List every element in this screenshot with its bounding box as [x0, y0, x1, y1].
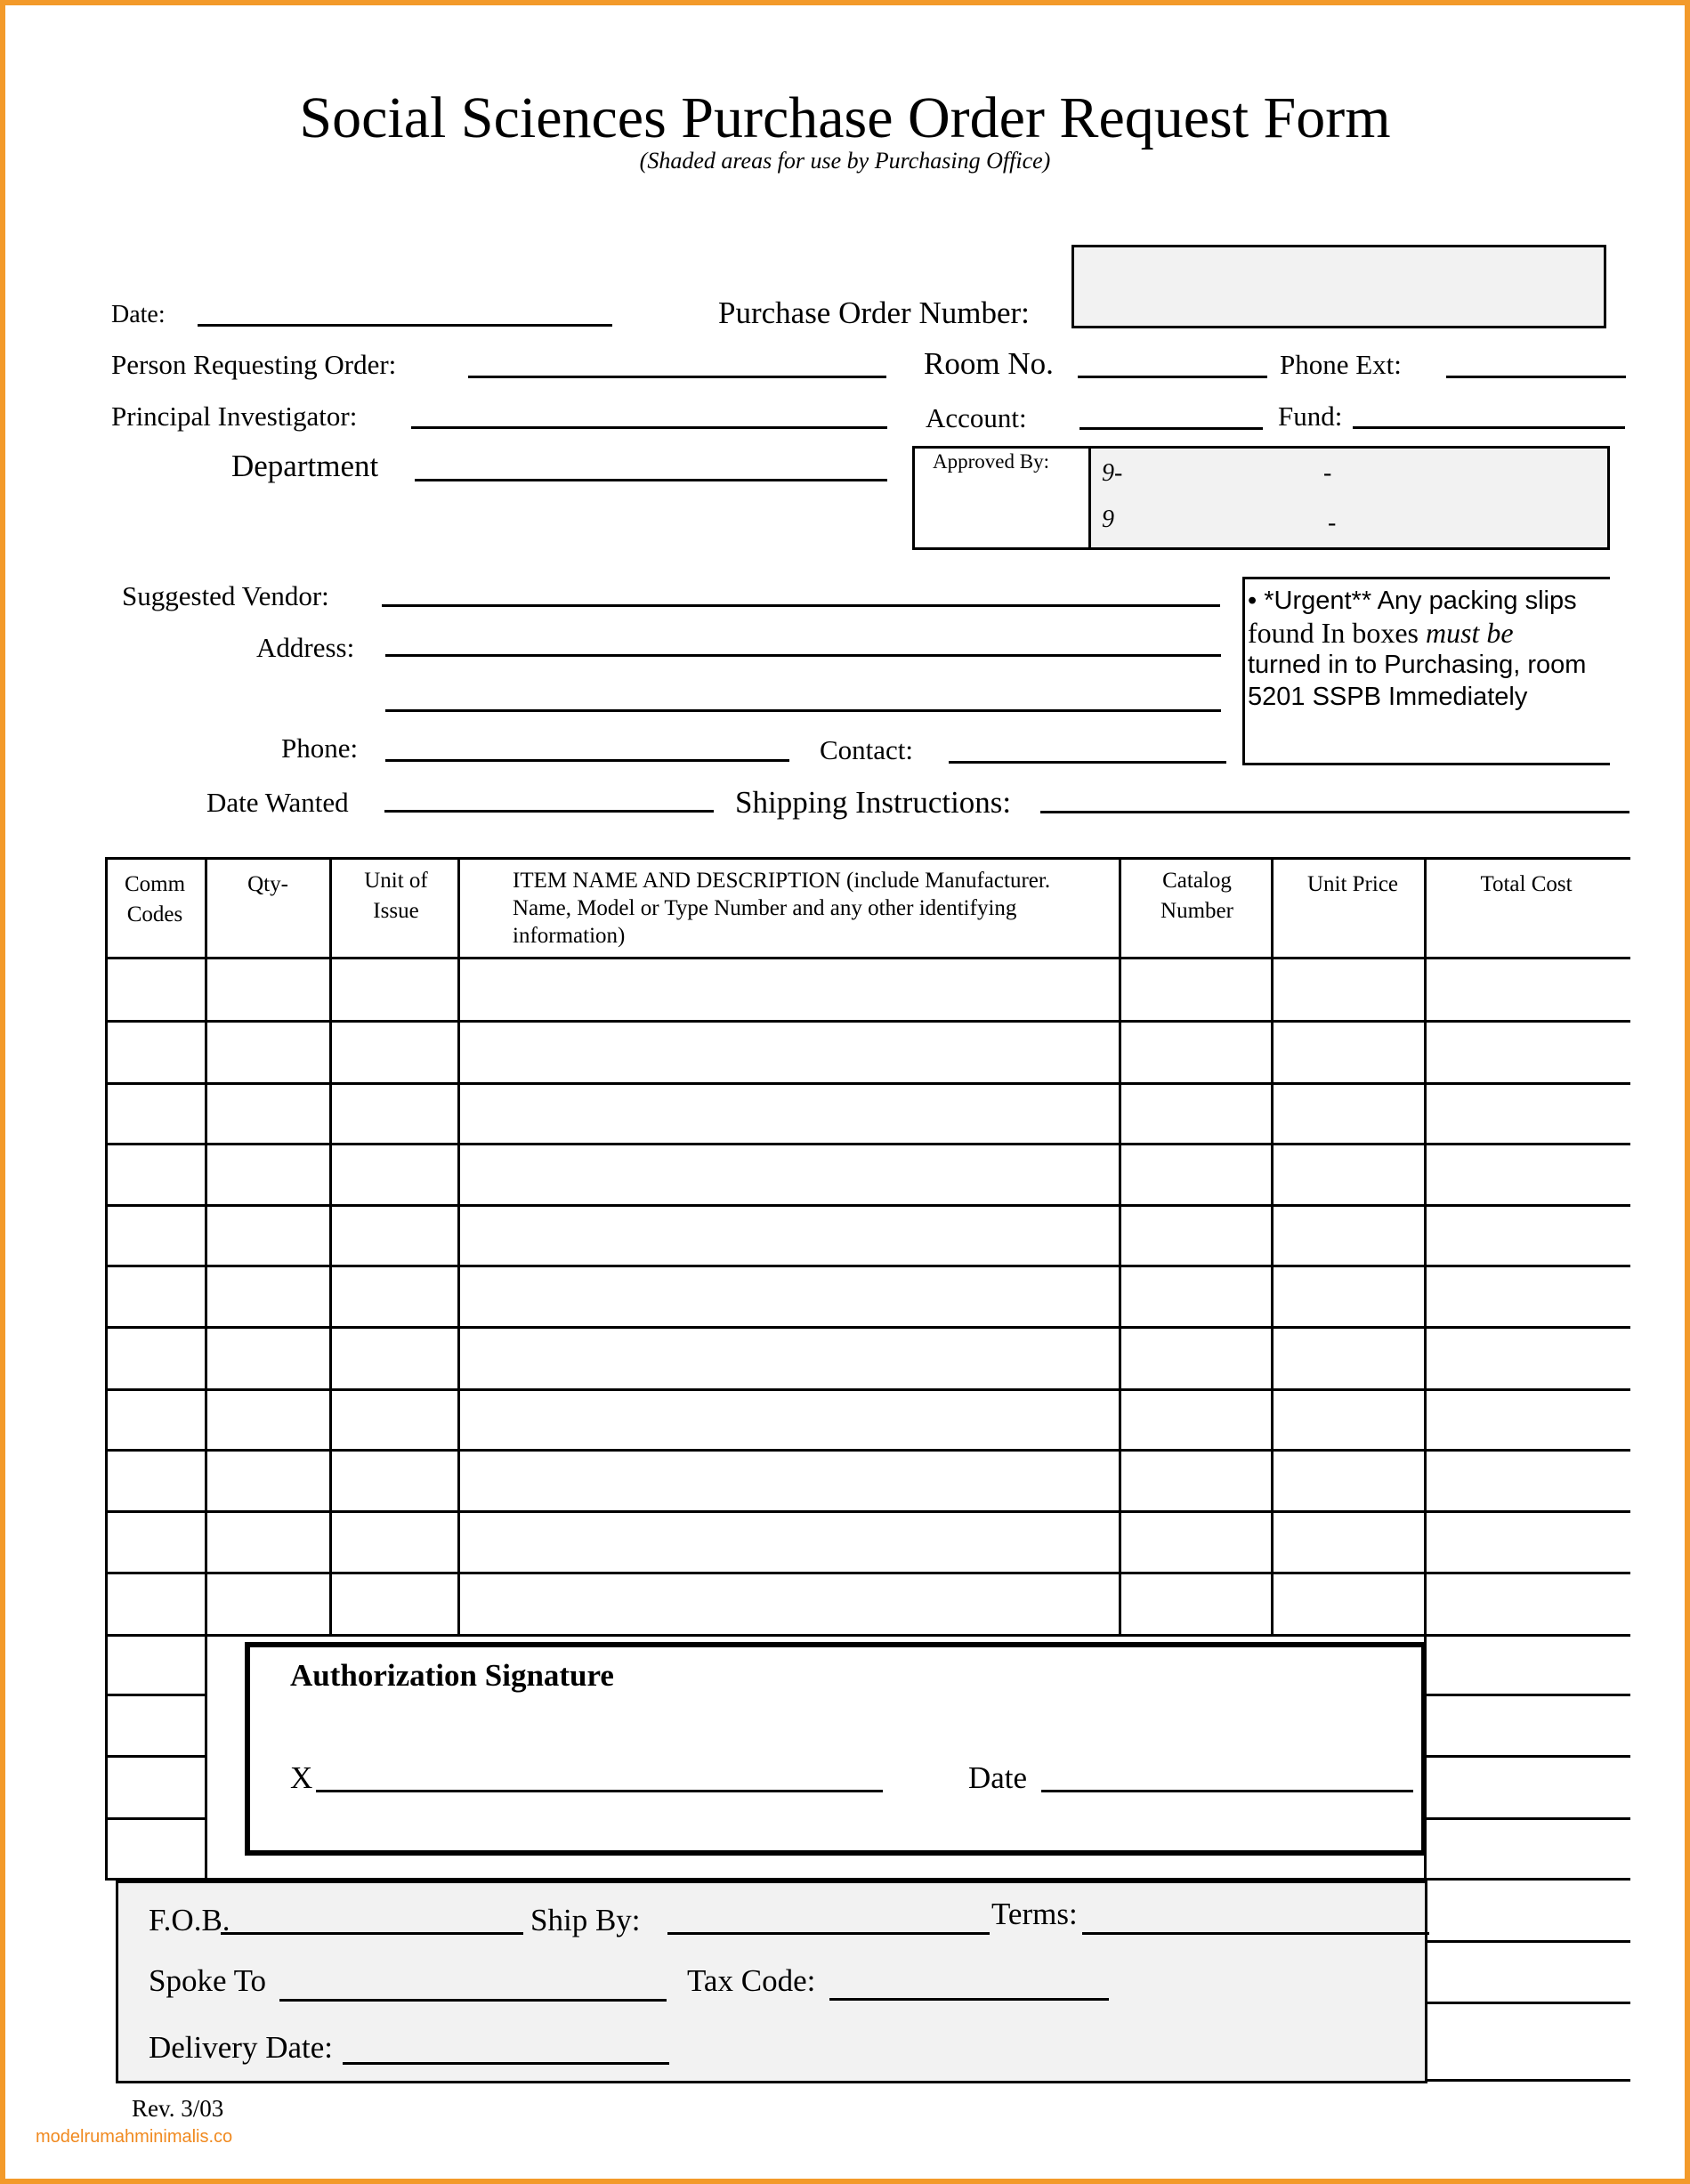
fob-field[interactable]: [221, 1932, 523, 1935]
header-unit-of-issue: Unit of Issue: [364, 869, 428, 923]
table-row: [105, 1204, 1630, 1207]
date-wanted-field[interactable]: [384, 810, 714, 813]
col-divider-4: [1119, 857, 1121, 1636]
room-no-field[interactable]: [1078, 376, 1267, 378]
table-row-left: [105, 1755, 205, 1758]
urgent-notice-line3: turned in to Purchasing, room: [1248, 651, 1587, 679]
col-divider-2: [329, 857, 332, 1636]
header-unit-price: Unit Price: [1306, 872, 1399, 896]
table-row-right: [1424, 2002, 1630, 2004]
table-row: [105, 1449, 1630, 1452]
table-row: [105, 1265, 1630, 1267]
shipping-instructions-field[interactable]: [1040, 811, 1629, 813]
form-title: Social Sciences Purchase Order Request Form: [299, 85, 1391, 150]
table-row-left: [105, 1817, 205, 1820]
col-divider-5: [1271, 857, 1274, 1636]
signature-field[interactable]: [316, 1790, 883, 1792]
table-row-right: [1424, 1940, 1630, 1943]
phone-ext-field[interactable]: [1446, 376, 1626, 378]
room-no-label: Room No.: [924, 346, 1054, 381]
approval-dash-2: -: [1328, 509, 1337, 537]
signature-date-field[interactable]: [1041, 1790, 1413, 1792]
approval-shaded-area: [1088, 446, 1610, 550]
principal-investigator-field[interactable]: [411, 426, 887, 429]
table-row: [105, 1082, 1630, 1085]
contact-label: Contact:: [820, 734, 914, 765]
table-row-left: [105, 1694, 205, 1696]
ship-by-field[interactable]: [667, 1932, 990, 1935]
date-field[interactable]: [198, 324, 612, 327]
department-label: Department: [231, 449, 379, 483]
phone-field[interactable]: [385, 759, 789, 762]
account-label: Account:: [926, 402, 1027, 433]
suggested-vendor-field[interactable]: [382, 604, 1220, 607]
urgent-notice-line4: 5201 SSPB Immediately: [1248, 683, 1528, 711]
address-field-2[interactable]: [385, 709, 1221, 712]
fund-field[interactable]: [1353, 426, 1625, 429]
approval-account-1: 9-: [1102, 459, 1123, 487]
tax-code-field[interactable]: [829, 1998, 1109, 2001]
terms-field[interactable]: [1082, 1932, 1429, 1935]
table-header-bottom: [105, 957, 1630, 959]
date-wanted-label: Date Wanted: [206, 787, 349, 818]
person-requesting-field[interactable]: [468, 376, 886, 378]
table-row: [105, 1020, 1630, 1023]
contact-field[interactable]: [949, 761, 1226, 764]
header-qty: Qty-: [247, 872, 288, 896]
delivery-date-field[interactable]: [343, 2062, 669, 2065]
approval-dash-1: -: [1323, 459, 1332, 487]
table-row-right: [1424, 1694, 1630, 1696]
urgent-notice-line1: • *Urgent** Any packing slips: [1248, 586, 1577, 615]
principal-investigator-label: Principal Investigator:: [111, 400, 358, 432]
table-row: [105, 1510, 1630, 1513]
table-left-border: [105, 857, 108, 1881]
po-number-label: Purchase Order Number:: [718, 295, 1030, 330]
table-row: [105, 1634, 1630, 1637]
table-top-border: [105, 857, 1630, 860]
urgent-notice-line2: found In boxes must be: [1248, 617, 1514, 649]
col-divider-3: [457, 857, 460, 1636]
revision-label: Rev. 3/03: [132, 2095, 224, 2122]
suggested-vendor-label: Suggested Vendor:: [122, 580, 329, 611]
table-row: [105, 1143, 1630, 1145]
phone-ext-label: Phone Ext:: [1280, 349, 1402, 380]
spoke-to-field[interactable]: [279, 1999, 667, 2002]
account-field[interactable]: [1079, 427, 1263, 430]
address-label: Address:: [256, 632, 355, 663]
terms-label: Terms:: [991, 1897, 1078, 1931]
watermark-text: modelrumahminimalis.co: [36, 2127, 233, 2147]
tax-code-label: Tax Code:: [687, 1963, 816, 1998]
form-subtitle: (Shaded areas for use by Purchasing Office): [639, 148, 1051, 174]
delivery-date-label: Delivery Date:: [149, 2030, 333, 2065]
spoke-to-label: Spoke To: [149, 1963, 267, 1998]
phone-label: Phone:: [281, 732, 359, 764]
authorization-title: Authorization Signature: [290, 1658, 614, 1693]
table-row: [105, 1388, 1630, 1391]
ship-by-label: Ship By:: [530, 1903, 641, 1937]
date-label: Date:: [111, 301, 166, 328]
header-item-description: ITEM NAME AND DESCRIPTION (include Manufacturer. Name, Model or Type Number and any other identifying information): [513, 869, 1051, 948]
fund-label: Fund:: [1278, 400, 1343, 432]
table-row: [105, 1572, 1630, 1574]
fob-label: F.O.B.: [149, 1903, 230, 1937]
header-catalog-number: Catalog Number: [1160, 869, 1233, 923]
signature-x-label: X: [290, 1760, 313, 1795]
col-divider-1: [205, 857, 207, 1881]
person-requesting-label: Person Requesting Order:: [111, 349, 397, 380]
po-number-box: [1071, 245, 1606, 328]
header-total-cost: Total Cost: [1480, 872, 1573, 896]
approved-by-label: Approved By:: [933, 450, 1049, 473]
department-field[interactable]: [415, 479, 887, 481]
table-row-right: [1424, 1755, 1630, 1758]
shipping-instructions-label: Shipping Instructions:: [735, 785, 1012, 820]
signature-date-label: Date: [968, 1760, 1028, 1795]
address-field-1[interactable]: [385, 654, 1221, 657]
approval-account-2: 9: [1102, 506, 1114, 533]
header-comm-codes: Comm Codes: [124, 872, 186, 926]
table-row: [105, 1326, 1630, 1329]
table-row-right: [1424, 2079, 1630, 2082]
table-row-right: [1424, 1817, 1630, 1820]
